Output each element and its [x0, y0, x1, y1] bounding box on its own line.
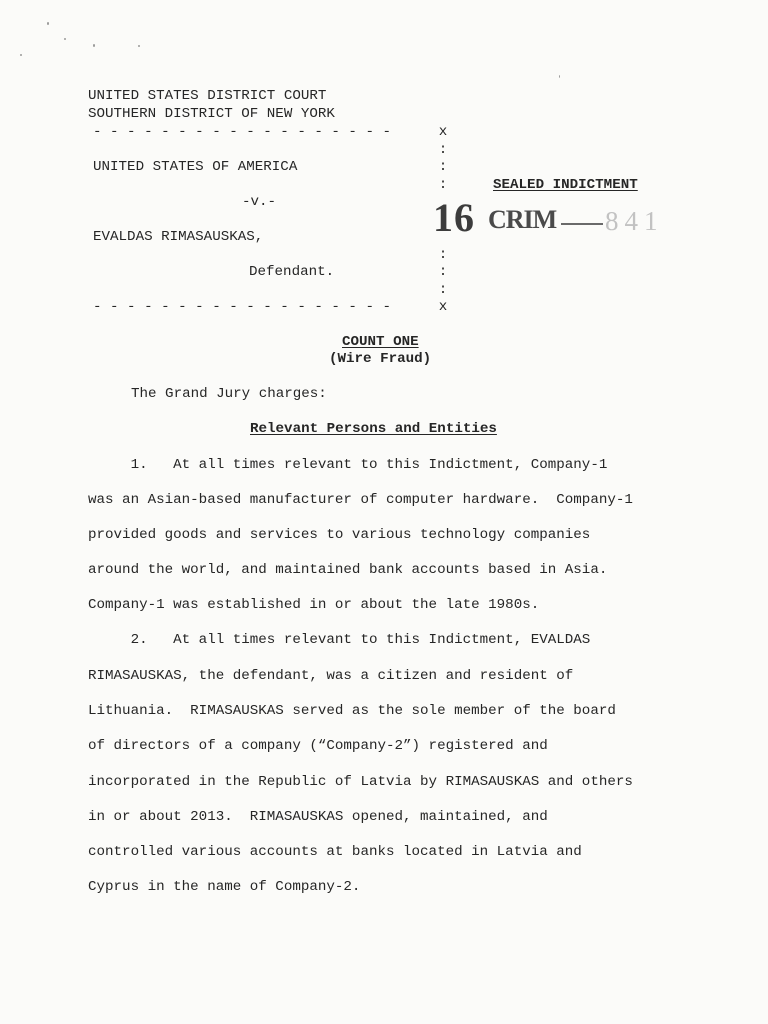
caption-colon: : — [438, 264, 448, 280]
defendant-label: Defendant. — [249, 264, 335, 280]
caption-bottom-rule: - - - - - - - - - - - - - - - - - - — [93, 299, 391, 315]
stamp-faded-number: 841 — [605, 206, 664, 236]
grand-jury-intro: The Grand Jury charges: — [131, 386, 327, 402]
paragraph-line: controlled various accounts at banks located in Latvia and — [88, 844, 582, 860]
scan-speck — [93, 44, 95, 47]
caption-colon: : — [438, 282, 448, 298]
caption-colon: : — [438, 177, 448, 193]
caption-top-x: x — [438, 124, 448, 140]
paragraph-line: provided goods and services to various technology companies — [88, 527, 591, 543]
scan-speck — [20, 54, 22, 56]
paragraph-line: around the world, and maintained bank accounts based in Asia. — [88, 562, 608, 578]
caption-colon: : — [438, 247, 448, 263]
document-type: SEALED INDICTMENT — [493, 177, 638, 193]
stamp-number: 16 — [433, 195, 475, 240]
scan-speck — [47, 22, 49, 25]
paragraph-line: Lithuania. RIMASAUSKAS served as the sole member of the board — [88, 703, 616, 719]
scan-speck — [64, 38, 66, 40]
caption-colon: : — [438, 159, 448, 175]
stamp-code: CRIM — [488, 205, 557, 234]
count-title: COUNT ONE — [342, 334, 419, 350]
count-subtitle: (Wire Fraud) — [329, 351, 432, 367]
caption-top-rule: - - - - - - - - - - - - - - - - - - — [93, 124, 391, 140]
scan-speck — [559, 75, 560, 78]
section-heading: Relevant Persons and Entities — [250, 421, 497, 437]
paragraph-line: in or about 2013. RIMASAUSKAS opened, maintained, and — [88, 809, 548, 825]
versus: -v.- — [242, 194, 277, 210]
paragraph-line: 1. At all times relevant to this Indictment, Company-1 — [88, 457, 608, 473]
paragraph-line: RIMASAUSKAS, the defendant, was a citizen and resident of — [88, 668, 574, 684]
paragraph-line: incorporated in the Republic of Latvia by RIMASAUSKAS and others — [88, 774, 633, 790]
paragraph-line: Cyprus in the name of Company-2. — [88, 879, 361, 895]
defendant-name: EVALDAS RIMASAUSKAS, — [93, 229, 264, 245]
case-number-stamp — [433, 196, 693, 246]
paragraph-line: Company-1 was established in or about the late 1980s. — [88, 597, 540, 613]
court-name: UNITED STATES DISTRICT COURT — [88, 88, 327, 104]
stamp-dash — [561, 223, 603, 225]
caption-colon: : — [438, 142, 448, 158]
scan-speck — [138, 45, 140, 47]
plaintiff-name: UNITED STATES OF AMERICA — [93, 159, 298, 175]
paragraph-line: 2. At all times relevant to this Indictment, EVALDAS — [88, 632, 591, 648]
paragraph-line: was an Asian-based manufacturer of computer hardware. Company-1 — [88, 492, 633, 508]
caption-bottom-x: x — [438, 299, 448, 315]
paragraph-line: of directors of a company (“Company-2”) registered and — [88, 738, 548, 754]
court-district: SOUTHERN DISTRICT OF NEW YORK — [88, 106, 335, 122]
